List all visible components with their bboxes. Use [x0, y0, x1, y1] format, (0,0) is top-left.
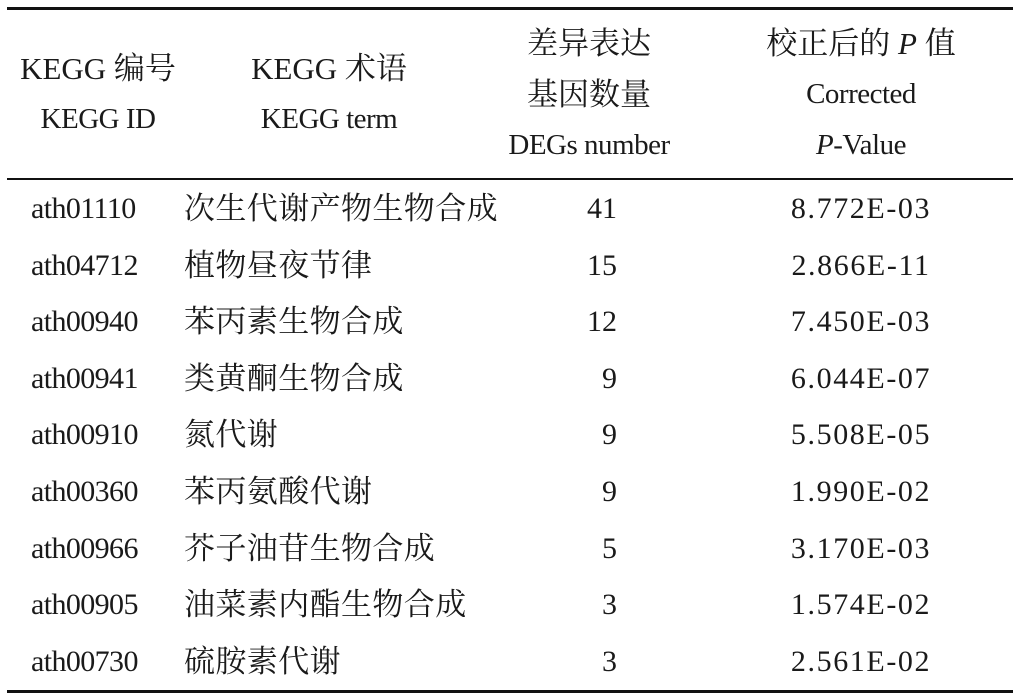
degs-number-cell: 3	[602, 588, 617, 622]
header-degs-cn-line2: 基因数量	[527, 76, 651, 112]
table-row	[7, 351, 1013, 408]
pvalue-cell: 6.044E-07	[790, 361, 932, 395]
degs-number-cell: 41	[587, 192, 617, 225]
pvalue-cell: 2.866E-11	[791, 248, 931, 282]
header-degs-number	[469, 10, 709, 178]
pvalue-cell: 5.508E-05	[790, 418, 932, 452]
pvalue-cell: 7.450E-03	[790, 305, 932, 339]
kegg-id-cell: ath00360	[31, 474, 138, 508]
header-pvalue-cn	[766, 18, 955, 69]
header-pvalue-en-suffix: -Value	[833, 128, 906, 161]
table-row	[7, 521, 1013, 578]
header-corrected-pvalue	[709, 10, 1013, 178]
kegg-term-cell: 次生代谢产物生物合成	[184, 191, 498, 226]
table-row	[7, 464, 1013, 521]
kegg-id-cell: ath00940	[31, 305, 138, 339]
kegg-id-cell: ath00966	[31, 531, 138, 565]
pvalue-cell: 1.990E-02	[790, 474, 932, 508]
table-header	[7, 10, 1013, 178]
header-pvalue-cn-italic: P	[898, 25, 917, 61]
pvalue-cell: 3.170E-03	[790, 531, 932, 565]
kegg-id-cell: ath01110	[31, 192, 136, 225]
header-kegg-term-en: KEGG term	[260, 103, 398, 135]
header-kegg-id	[7, 10, 189, 178]
degs-number-cell: 15	[587, 248, 617, 282]
table-row	[7, 577, 1013, 634]
table-body	[7, 180, 1013, 690]
kegg-id-cell: ath00905	[31, 588, 138, 622]
kegg-id-cell: ath00730	[31, 644, 138, 678]
header-degs-cn-line1: 差异表达	[527, 25, 651, 61]
kegg-term-cell: 苯丙素生物合成	[184, 304, 404, 340]
degs-number-cell: 9	[602, 418, 617, 452]
header-degs-en: DEGs number	[508, 128, 670, 161]
header-pvalue-en-italic: P	[816, 128, 834, 161]
header-pvalue-en-line2	[816, 120, 906, 171]
header-kegg-term	[189, 10, 469, 178]
degs-number-cell: 9	[602, 474, 617, 508]
header-kegg-id-en: KEGG ID	[40, 103, 156, 135]
degs-number-cell: 5	[602, 531, 617, 565]
header-pvalue-en-line1: Corrected	[806, 77, 916, 110]
kegg-term-cell: 植物昼夜节律	[184, 247, 373, 283]
kegg-term-cell: 类黄酮生物合成	[184, 360, 404, 396]
header-pvalue-cn-prefix: 校正后的	[766, 25, 899, 61]
kegg-term-cell: 氮代谢	[184, 417, 279, 453]
kegg-id-cell: ath00941	[31, 361, 138, 395]
kegg-term-cell: 苯丙氨酸代谢	[184, 473, 373, 509]
table-row	[7, 238, 1013, 295]
header-pvalue-cn-suffix: 值	[916, 25, 956, 61]
header-kegg-term-cn: KEGG 术语	[251, 51, 407, 86]
degs-number-cell: 12	[587, 305, 617, 339]
pvalue-cell: 1.574E-02	[790, 588, 932, 622]
kegg-term-cell: 芥子油苷生物合成	[184, 530, 436, 566]
table-row	[7, 407, 1013, 464]
degs-number-cell: 3	[602, 644, 617, 678]
table-row	[7, 294, 1013, 351]
kegg-id-cell: ath04712	[31, 248, 138, 282]
kegg-enrichment-table	[7, 7, 1013, 693]
table-row	[7, 634, 1013, 691]
kegg-term-cell: 硫胺素代谢	[184, 643, 341, 679]
degs-number-cell: 9	[602, 361, 617, 395]
header-kegg-id-cn: KEGG 编号	[20, 51, 176, 86]
kegg-term-cell: 油菜素内酯生物合成	[184, 587, 467, 623]
kegg-id-cell: ath00910	[31, 418, 138, 452]
pvalue-cell: 2.561E-02	[790, 644, 932, 678]
pvalue-cell: 8.772E-03	[790, 192, 932, 225]
table-row	[7, 181, 1013, 238]
